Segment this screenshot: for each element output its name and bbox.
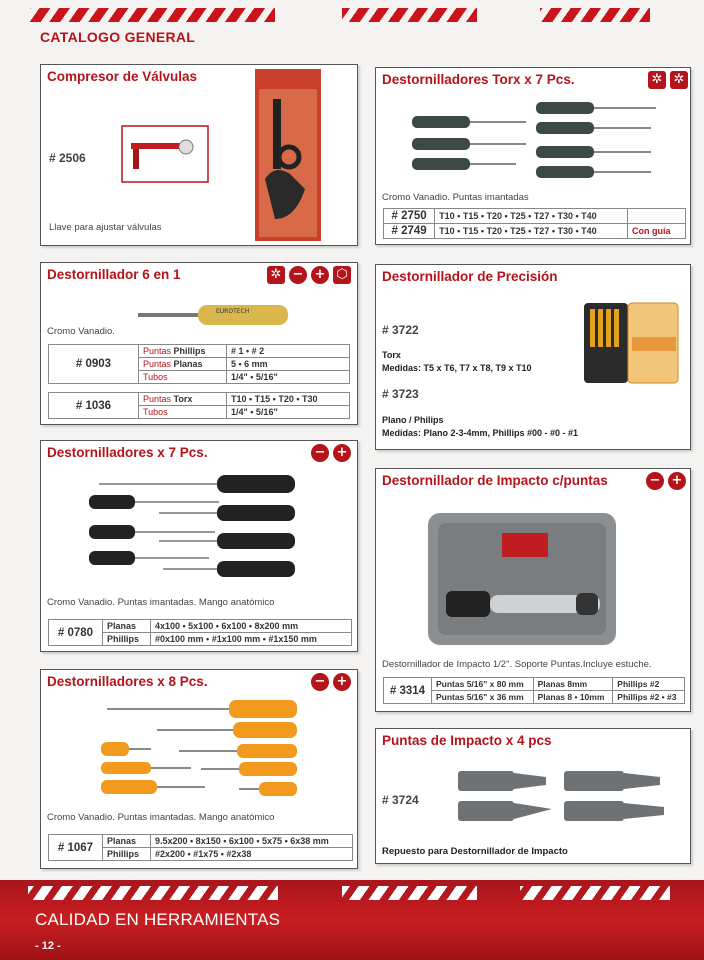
spec-table — [48, 834, 353, 861]
card-title: Puntas de Impacto x 4 pcs — [382, 733, 552, 748]
spec-type: Puntas Planas — [139, 358, 227, 371]
spec-value: Phillips #2 • #3 — [613, 691, 685, 704]
spec-table — [383, 208, 686, 239]
product-code: # 2749 — [384, 224, 435, 239]
impact-screwdriver-case-image — [426, 511, 618, 647]
spec-table — [48, 619, 352, 646]
flat-tip-icon: − — [311, 444, 329, 462]
spec-value: 1/4" • 5/16" — [227, 371, 350, 384]
spec-values: T10 • T15 • T20 • T25 • T27 • T30 • T40 — [435, 224, 628, 239]
card-impacto — [375, 468, 691, 712]
product-description: Repuesto para Destornillador de Impacto — [382, 846, 568, 857]
table-row — [49, 393, 350, 406]
table-row — [384, 224, 686, 239]
flat-tip-icon: − — [311, 673, 329, 691]
spec-value: Planas 8 • 10mm — [533, 691, 613, 704]
torx-screwdrivers-image — [406, 100, 661, 180]
product-description: Cromo Vanadio. — [47, 326, 115, 337]
card-title: Destornillador 6 en 1 — [47, 267, 181, 282]
spec-type: Puntas Phillips — [139, 345, 227, 358]
tip-icons — [311, 444, 351, 462]
product-description: Plano / Philips Medidas: Plano 2-3-4mm, Phillips #00 - #0 - #1 — [382, 415, 579, 438]
product-description: Destornillador de Impacto 1/2". Soporte Puntas.Incluye estuche. — [382, 659, 652, 670]
card-destornilladores-8 — [40, 669, 358, 869]
card-puntas-impacto — [375, 728, 691, 864]
product-description: Cromo Vanadio. Puntas imantadas. Mango anatómico — [47, 597, 275, 608]
phillips-tip-icon: + — [668, 472, 686, 490]
table-row — [49, 345, 350, 358]
spec-value: # 1 • # 2 — [227, 345, 350, 358]
torx-icon: ✲ — [670, 71, 688, 89]
product-code: # 3722 — [382, 323, 419, 337]
precision-screwdriver-set-image — [582, 299, 682, 387]
card-title: Destornillador de Impacto c/puntas — [382, 473, 608, 488]
card-precision — [375, 264, 691, 450]
product-code: # 1067 — [49, 835, 103, 861]
impact-bits-image — [456, 767, 682, 827]
product-description: Llave para ajustar válvulas — [49, 222, 162, 233]
flat-tip-icon: − — [289, 266, 307, 284]
spec-label: Planas — [103, 620, 151, 633]
card-compresor-valvulas — [40, 64, 358, 246]
product-code: # 3314 — [384, 678, 432, 704]
footer-slogan: CALIDAD EN HERRAMIENTAS — [35, 910, 281, 929]
hex-socket-icon: ⬡ — [333, 266, 351, 284]
table-row — [384, 678, 685, 691]
spec-type: Puntas Torx — [139, 393, 227, 406]
torx-icon: ✲ — [267, 266, 285, 284]
tip-icons — [646, 472, 686, 490]
spec-table — [383, 677, 685, 704]
spec-extra: Con guía — [628, 224, 686, 239]
phillips-tip-icon: + — [311, 266, 329, 284]
footer-stripes-left — [28, 886, 278, 900]
table-row — [49, 620, 352, 633]
screwdrivers-7-image — [89, 471, 299, 589]
valve-compressor-package — [255, 69, 321, 241]
spec-value: Planas 8mm — [533, 678, 613, 691]
spec-value: 1/4" • 5/16" — [227, 406, 350, 419]
card-title: Destornilladores x 7 Pcs. — [47, 445, 208, 460]
spec-value: Puntas 5/16" x 80 mm — [432, 678, 534, 691]
spec-type: Tubos — [139, 371, 227, 384]
spec-label: Phillips — [103, 848, 151, 861]
spec-value: 9.5x200 • 8x150 • 6x100 • 5x75 • 6x38 mm — [151, 835, 353, 848]
spec-value: #2x200 • #1x75 • #2x38 — [151, 848, 353, 861]
product-code: # 2750 — [384, 209, 435, 224]
svg-text:EUROTECH: EUROTECH — [216, 308, 250, 315]
product-description: Cromo Vanadio. Puntas imantadas — [382, 192, 529, 203]
torx-icon: ✲ — [648, 71, 666, 89]
product-code: # 3723 — [382, 387, 419, 401]
product-code: # 2506 — [49, 151, 86, 165]
page-title: CATALOGO GENERAL — [40, 29, 196, 45]
product-code: # 0780 — [49, 620, 103, 646]
card-destornilladores-7 — [40, 440, 358, 652]
spec-values: T10 • T15 • T20 • T25 • T27 • T30 • T40 — [435, 209, 628, 224]
card-torx-7 — [375, 67, 691, 245]
spec-value: Phillips #2 — [613, 678, 685, 691]
valve-compressor-image — [121, 125, 211, 185]
tip-icons — [648, 71, 688, 89]
spec-value: #0x100 mm • #1x100 mm • #1x150 mm — [151, 633, 352, 646]
tip-icons — [267, 266, 351, 284]
table-row — [384, 209, 686, 224]
header-stripes-mid — [342, 8, 477, 22]
product-description: Cromo Vanadio. Puntas imantadas. Mango anatómico — [47, 812, 275, 823]
product-description: Torx Medidas: T5 x T6, T7 x T8, T9 x T10 — [382, 350, 532, 373]
card-title: Destornilladores Torx x 7 Pcs. — [382, 72, 575, 87]
flat-tip-icon: − — [646, 472, 664, 490]
tip-icons — [311, 673, 351, 691]
footer-stripes-mid — [342, 886, 477, 900]
product-code: # 1036 — [49, 393, 139, 419]
card-6-en-1 — [40, 262, 358, 425]
spec-value: 5 • 6 mm — [227, 358, 350, 371]
page-number: - 12 - — [35, 940, 61, 952]
phillips-tip-icon: + — [333, 444, 351, 462]
spec-label: Planas — [103, 835, 151, 848]
spec-table-0903 — [48, 344, 350, 384]
card-title: Destornilladores x 8 Pcs. — [47, 674, 208, 689]
spec-value: 4x100 • 5x100 • 6x100 • 8x200 mm — [151, 620, 352, 633]
product-code: # 0903 — [49, 345, 139, 384]
screwdrivers-8-image — [101, 698, 301, 802]
spec-label: Phillips — [103, 633, 151, 646]
screwdriver-6in1-image — [136, 299, 291, 329]
footer-stripes-right — [520, 886, 670, 900]
header-stripes-right — [540, 8, 650, 22]
spec-value: T10 • T15 • T20 • T30 — [227, 393, 350, 406]
spec-value: Puntas 5/16" x 36 mm — [432, 691, 534, 704]
header-stripes-left — [30, 8, 275, 22]
card-title: Destornillador de Precisión — [382, 269, 558, 284]
product-code: # 3724 — [382, 793, 419, 807]
table-row — [49, 835, 353, 848]
card-title: Compresor de Válvulas — [47, 69, 198, 84]
spec-extra — [628, 209, 686, 224]
spec-table-1036 — [48, 392, 350, 419]
spec-type: Tubos — [139, 406, 227, 419]
phillips-tip-icon: + — [333, 673, 351, 691]
